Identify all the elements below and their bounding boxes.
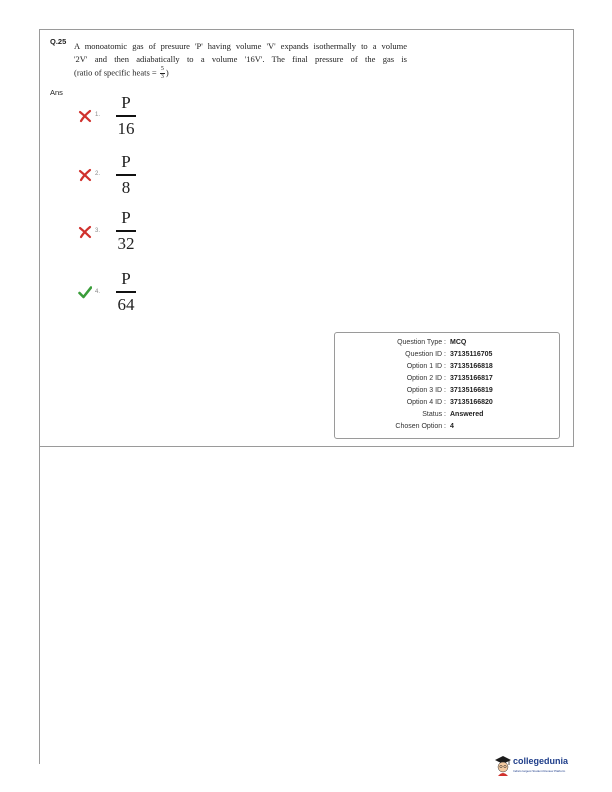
info-key: Option 4 ID : [406, 399, 446, 406]
fraction-bar [116, 230, 136, 232]
ratio-fraction [160, 66, 165, 81]
info-row [335, 351, 561, 363]
info-key: Status : [422, 411, 446, 418]
info-row [335, 387, 561, 399]
info-row [335, 363, 561, 375]
option-fraction [112, 94, 140, 138]
cross-icon [78, 225, 92, 239]
fraction-numerator: P [121, 152, 131, 171]
info-value: 37135116705 [450, 351, 493, 358]
option-2[interactable] [78, 152, 178, 202]
info-key: Option 2 ID : [406, 375, 446, 382]
question-info-panel [334, 332, 560, 439]
info-value: MCQ [450, 339, 467, 346]
fraction-bar [116, 115, 136, 117]
cross-icon [78, 168, 92, 182]
info-key: Question ID : [405, 351, 446, 358]
info-value: Answered [450, 411, 484, 418]
fraction-denominator: 8 [121, 177, 131, 197]
info-row [335, 375, 561, 387]
info-key: Question Type : [397, 339, 446, 346]
info-key: Option 1 ID : [406, 363, 446, 370]
ratio-prefix: (ratio of specific heats = [74, 67, 159, 78]
question-line-2: '2V' and then adiabatically to a volume '16V'. The final pressure of the gas is [74, 53, 407, 64]
option-fraction [112, 153, 140, 197]
ratio-suffix: ) [165, 67, 169, 78]
ratio-numerator: 5 [160, 66, 164, 72]
question-line-1: A monoatomic gas of presuure 'P' having volume 'V' expands isothermally to a volume [74, 41, 407, 51]
info-row [335, 339, 561, 351]
checkmark-icon [78, 285, 92, 299]
option-number: 3. [95, 228, 101, 234]
option-3[interactable] [78, 208, 178, 258]
info-row [335, 399, 561, 411]
answer-label: Ans [50, 88, 63, 97]
info-key: Option 3 ID : [406, 387, 446, 394]
option-4[interactable] [78, 268, 178, 318]
fraction-denominator: 32 [117, 233, 135, 253]
info-row [335, 411, 561, 423]
ratio-denominator: 3 [160, 73, 164, 80]
info-value: 4 [450, 423, 454, 430]
fraction-denominator: 64 [117, 294, 135, 314]
info-value: 37135166817 [450, 375, 493, 382]
graduate-mascot-icon [494, 755, 512, 777]
option-number: 2. [95, 171, 101, 177]
question-line-3 [74, 66, 169, 81]
logo-tagline: India's largest Student Review Platform [513, 769, 566, 773]
question-number: Q.25 [50, 37, 67, 46]
info-key: Chosen Option : [395, 423, 446, 430]
fraction-denominator: 16 [117, 118, 135, 138]
option-fraction [112, 270, 140, 314]
info-value: 37135166820 [450, 399, 493, 406]
option-number: 1. [95, 112, 101, 118]
info-value: 37135166818 [450, 363, 493, 370]
collegedunia-logo[interactable] [494, 754, 574, 780]
info-value: 37135166819 [450, 387, 493, 394]
fraction-bar [116, 291, 136, 293]
logo-wordmark: collegedunia [513, 756, 569, 766]
fraction-numerator: P [121, 269, 131, 288]
fraction-numerator: P [121, 208, 131, 227]
cross-icon [78, 109, 92, 123]
fraction-bar [116, 174, 136, 176]
option-1[interactable] [78, 92, 178, 142]
info-row [335, 423, 561, 435]
fraction-numerator: P [121, 93, 131, 112]
option-number: 4. [95, 289, 101, 295]
page-left-rule [39, 447, 40, 764]
option-fraction [112, 209, 140, 253]
question-text [74, 40, 407, 66]
